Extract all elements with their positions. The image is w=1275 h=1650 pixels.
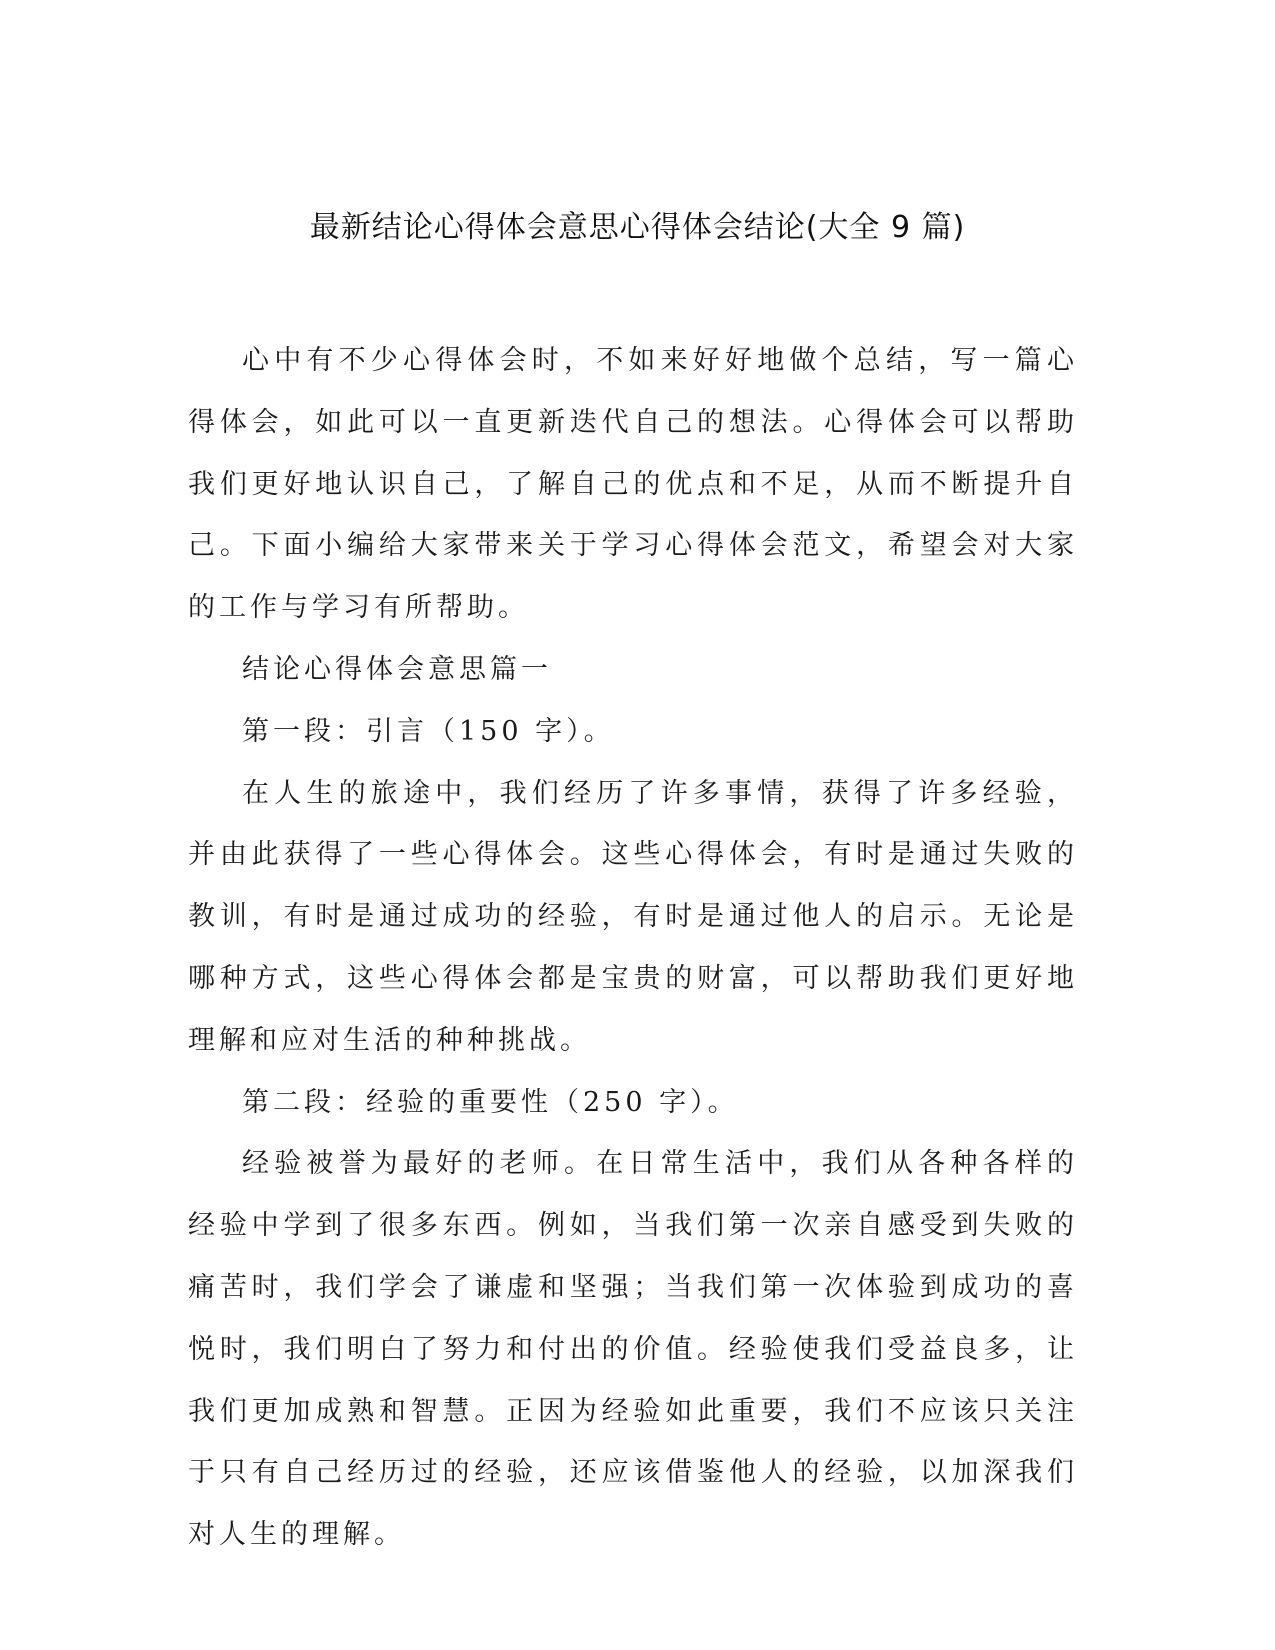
body-paragraph: 在人生的旅途中，我们经历了许多事情，获得了许多经验，并由此获得了一些心得体会。这些心得体会，有时是通过失败的教训，有时是通过成功的经验，有时是通过他人的启示。无论是哪种方式，这些心得体会都是宝贵的财富，可以帮助我们更好地理解和应对生活的种种挑战。 [188,777,1078,1056]
section-heading: 结论心得体会意思篇一 [242,653,552,685]
document-title: 最新结论心得体会意思心得体会结论(大全 9 篇) [309,210,966,245]
subsection-heading: 第一段：引言（150 字）。 [242,715,615,747]
intro-paragraph: 心中有不少心得体会时，不如来好好地做个总结，写一篇心得体会，如此可以一直更新迭代自己的想法。心得体会可以帮助我们更好地认识自己，了解自己的优点和不足，从而不断提升自己。下面小编给大家带来关于学习心得体会范文，希望会对大家的工作与学习有所帮助。 [188,345,1078,624]
subsection-heading: 第二段：经验的重要性（250 字）。 [242,1086,739,1118]
document-body [188,330,1078,1566]
body-paragraph: 经验被誉为最好的老师。在日常生活中，我们从各种各样的经验中学到了很多东西。例如，当我们第一次亲自感受到失败的痛苦时，我们学会了谦虚和坚强；当我们第一次体验到成功的喜悦时，我们明白了努力和付出的价值。经验使我们受益良多，让我们更加成熟和智慧。正因为经验如此重要，我们不应该只关注于只有自己经历过的经验，还应该借鉴他人的经验，以加深我们对人生的理解。 [188,1148,1078,1551]
